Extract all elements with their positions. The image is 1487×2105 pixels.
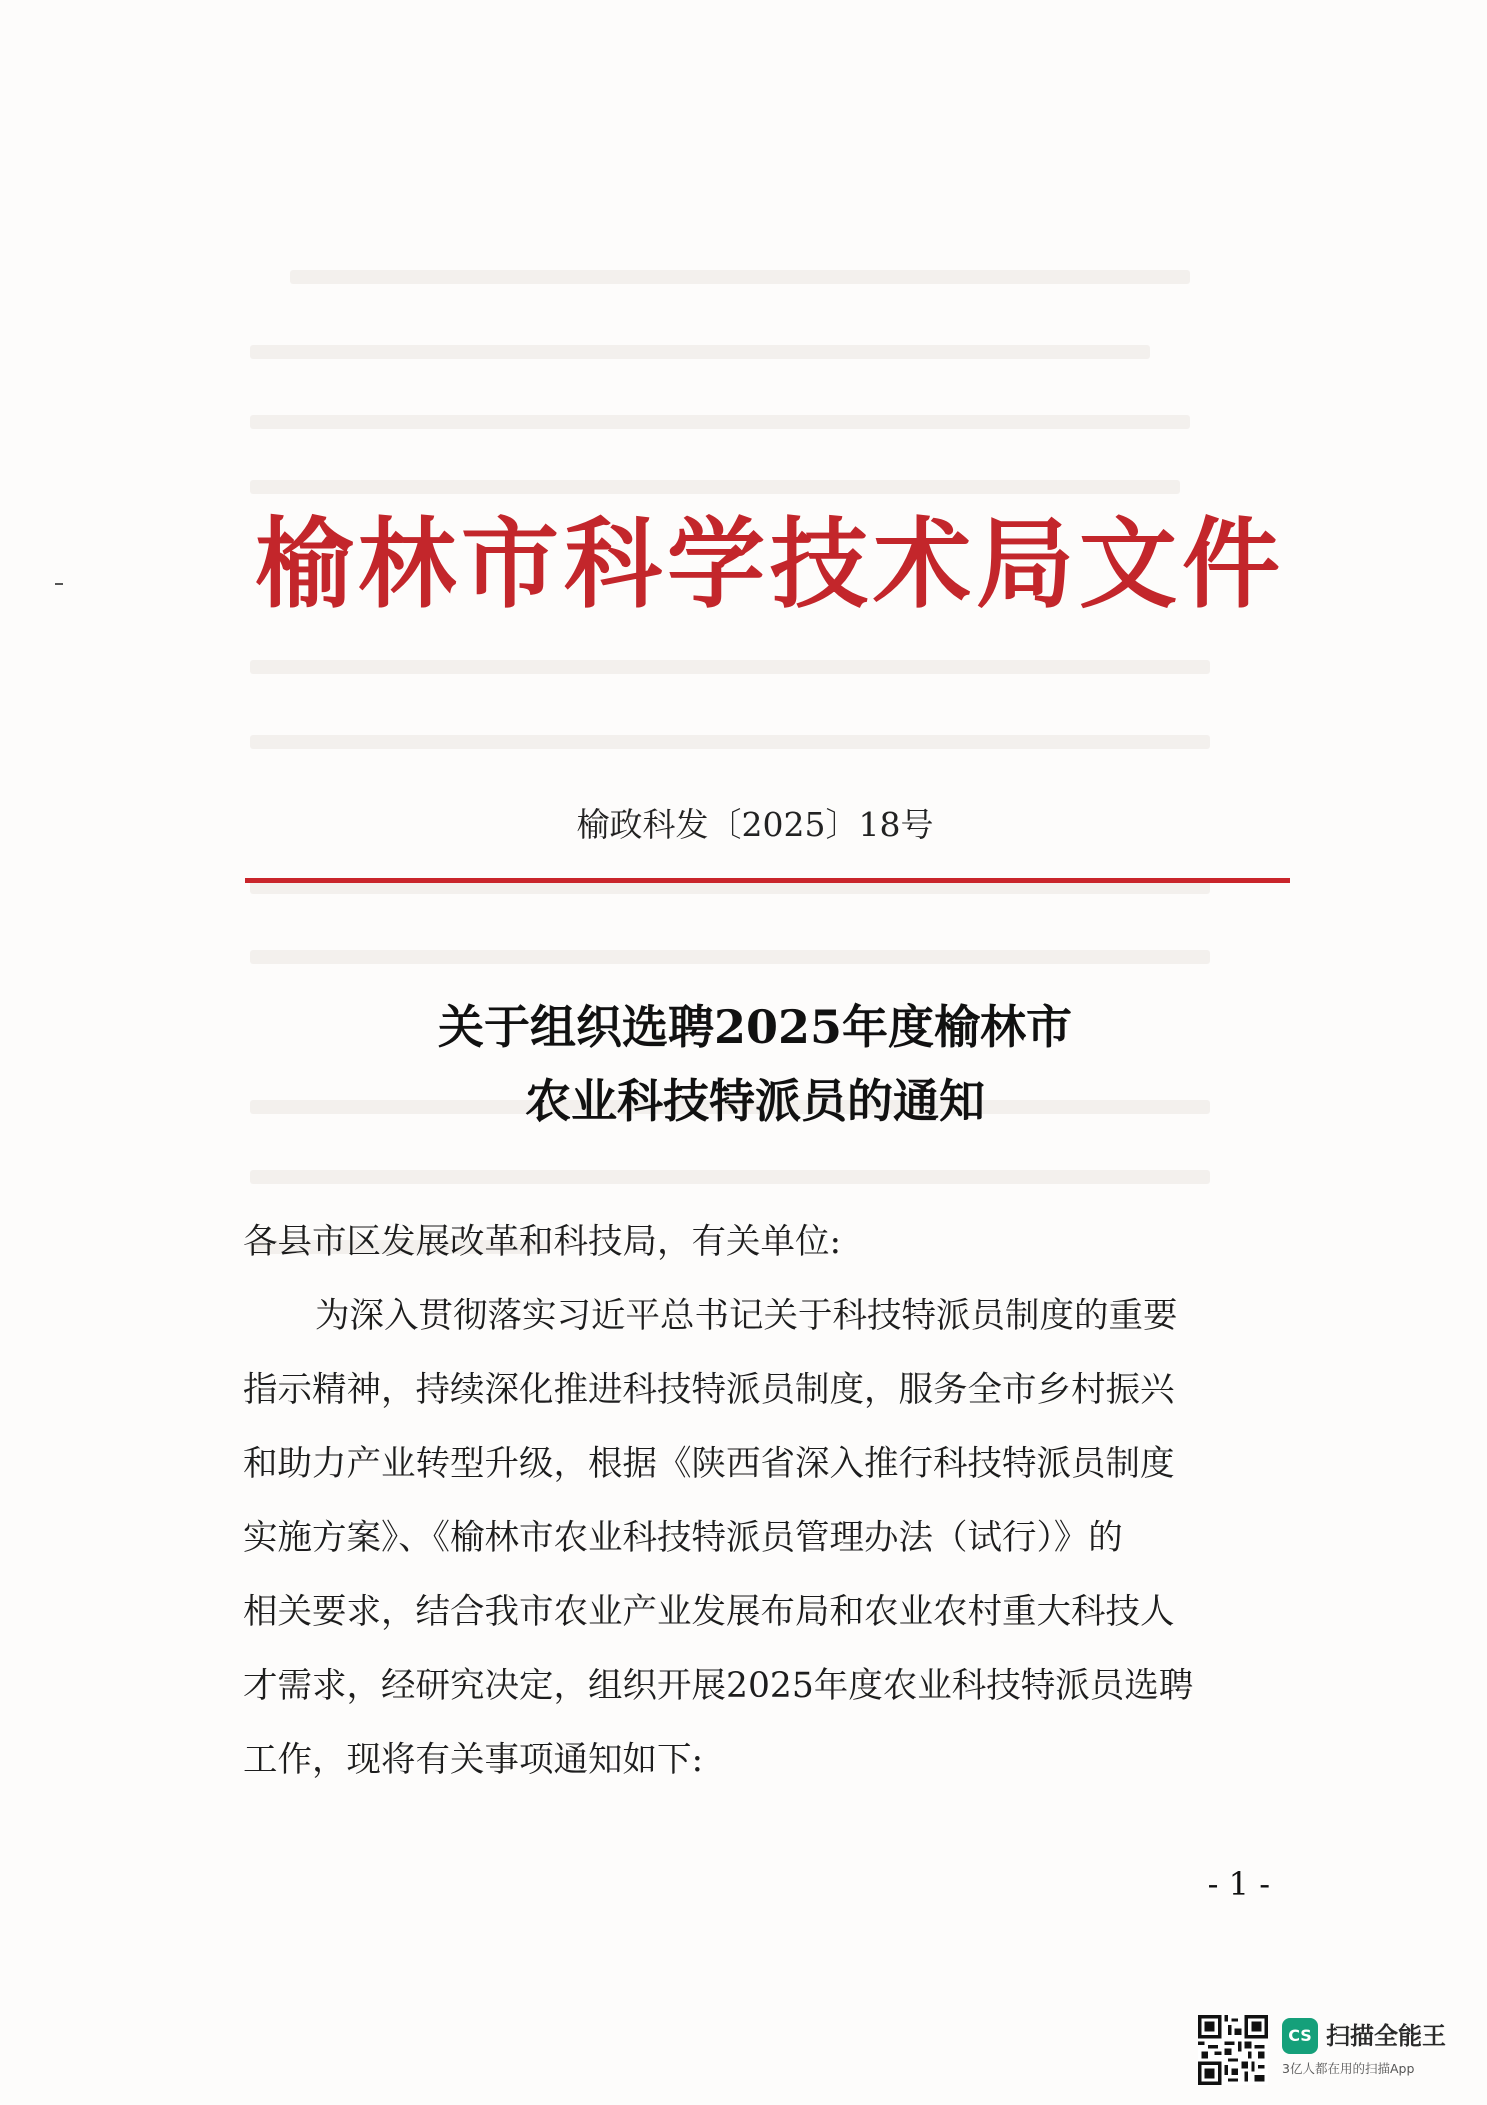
notice-title-line-2: 农业科技特派员的通知 (525, 1074, 985, 1128)
bleed-through (250, 660, 1210, 674)
issuer-header-title: 榆林市科学技术局文件 (255, 507, 1286, 622)
bleed-through (290, 270, 1190, 284)
notice-title (250, 990, 1260, 1138)
notice-title-line-1: 关于组织选聘2025年度榆林市 (437, 1000, 1073, 1054)
page-number: - 1 - (1207, 1865, 1270, 1903)
body-line: 工作，现将有关事项通知如下: (243, 1740, 704, 1780)
bleed-through (250, 950, 1210, 964)
cs-logo-icon: CS (1282, 2018, 1318, 2054)
app-tagline: 3亿人都在用的扫描App (1282, 2061, 1415, 2076)
red-divider-line (245, 878, 1290, 883)
qr-code-icon (1198, 2015, 1268, 2085)
bleed-through (250, 735, 1210, 749)
salutation: 各县市区发展改革和科技局，有关单位: (243, 1222, 842, 1262)
body-line: 为深入贯彻落实习近平总书记关于科技特派员制度的重要 (315, 1296, 1178, 1336)
app-name: 扫描全能王 (1326, 2022, 1446, 2050)
body-line: 相关要求，结合我市农业产业发展布局和农业农村重大科技人 (243, 1592, 1175, 1632)
bleed-through (250, 1170, 1210, 1184)
scan-edge-mark (55, 583, 63, 585)
bleed-through (250, 415, 1190, 429)
bleed-through (250, 345, 1150, 359)
body-line: 和助力产业转型升级，根据《陕西省深入推行科技特派员制度 (243, 1444, 1175, 1484)
body-line: 实施方案》、《榆林市农业科技特派员管理办法（试行）》的 (243, 1518, 1123, 1558)
body-line: 指示精神，持续深化推进科技特派员制度，服务全市乡村振兴 (243, 1370, 1175, 1410)
body-line: 才需求，经研究决定，组织开展2025年度农业科技特派员选聘 (243, 1666, 1194, 1706)
notice-body (243, 1205, 1273, 1797)
scanner-app-watermark (1282, 2018, 1472, 2088)
document-number: 榆政科发〔2025〕18号 (576, 805, 934, 844)
